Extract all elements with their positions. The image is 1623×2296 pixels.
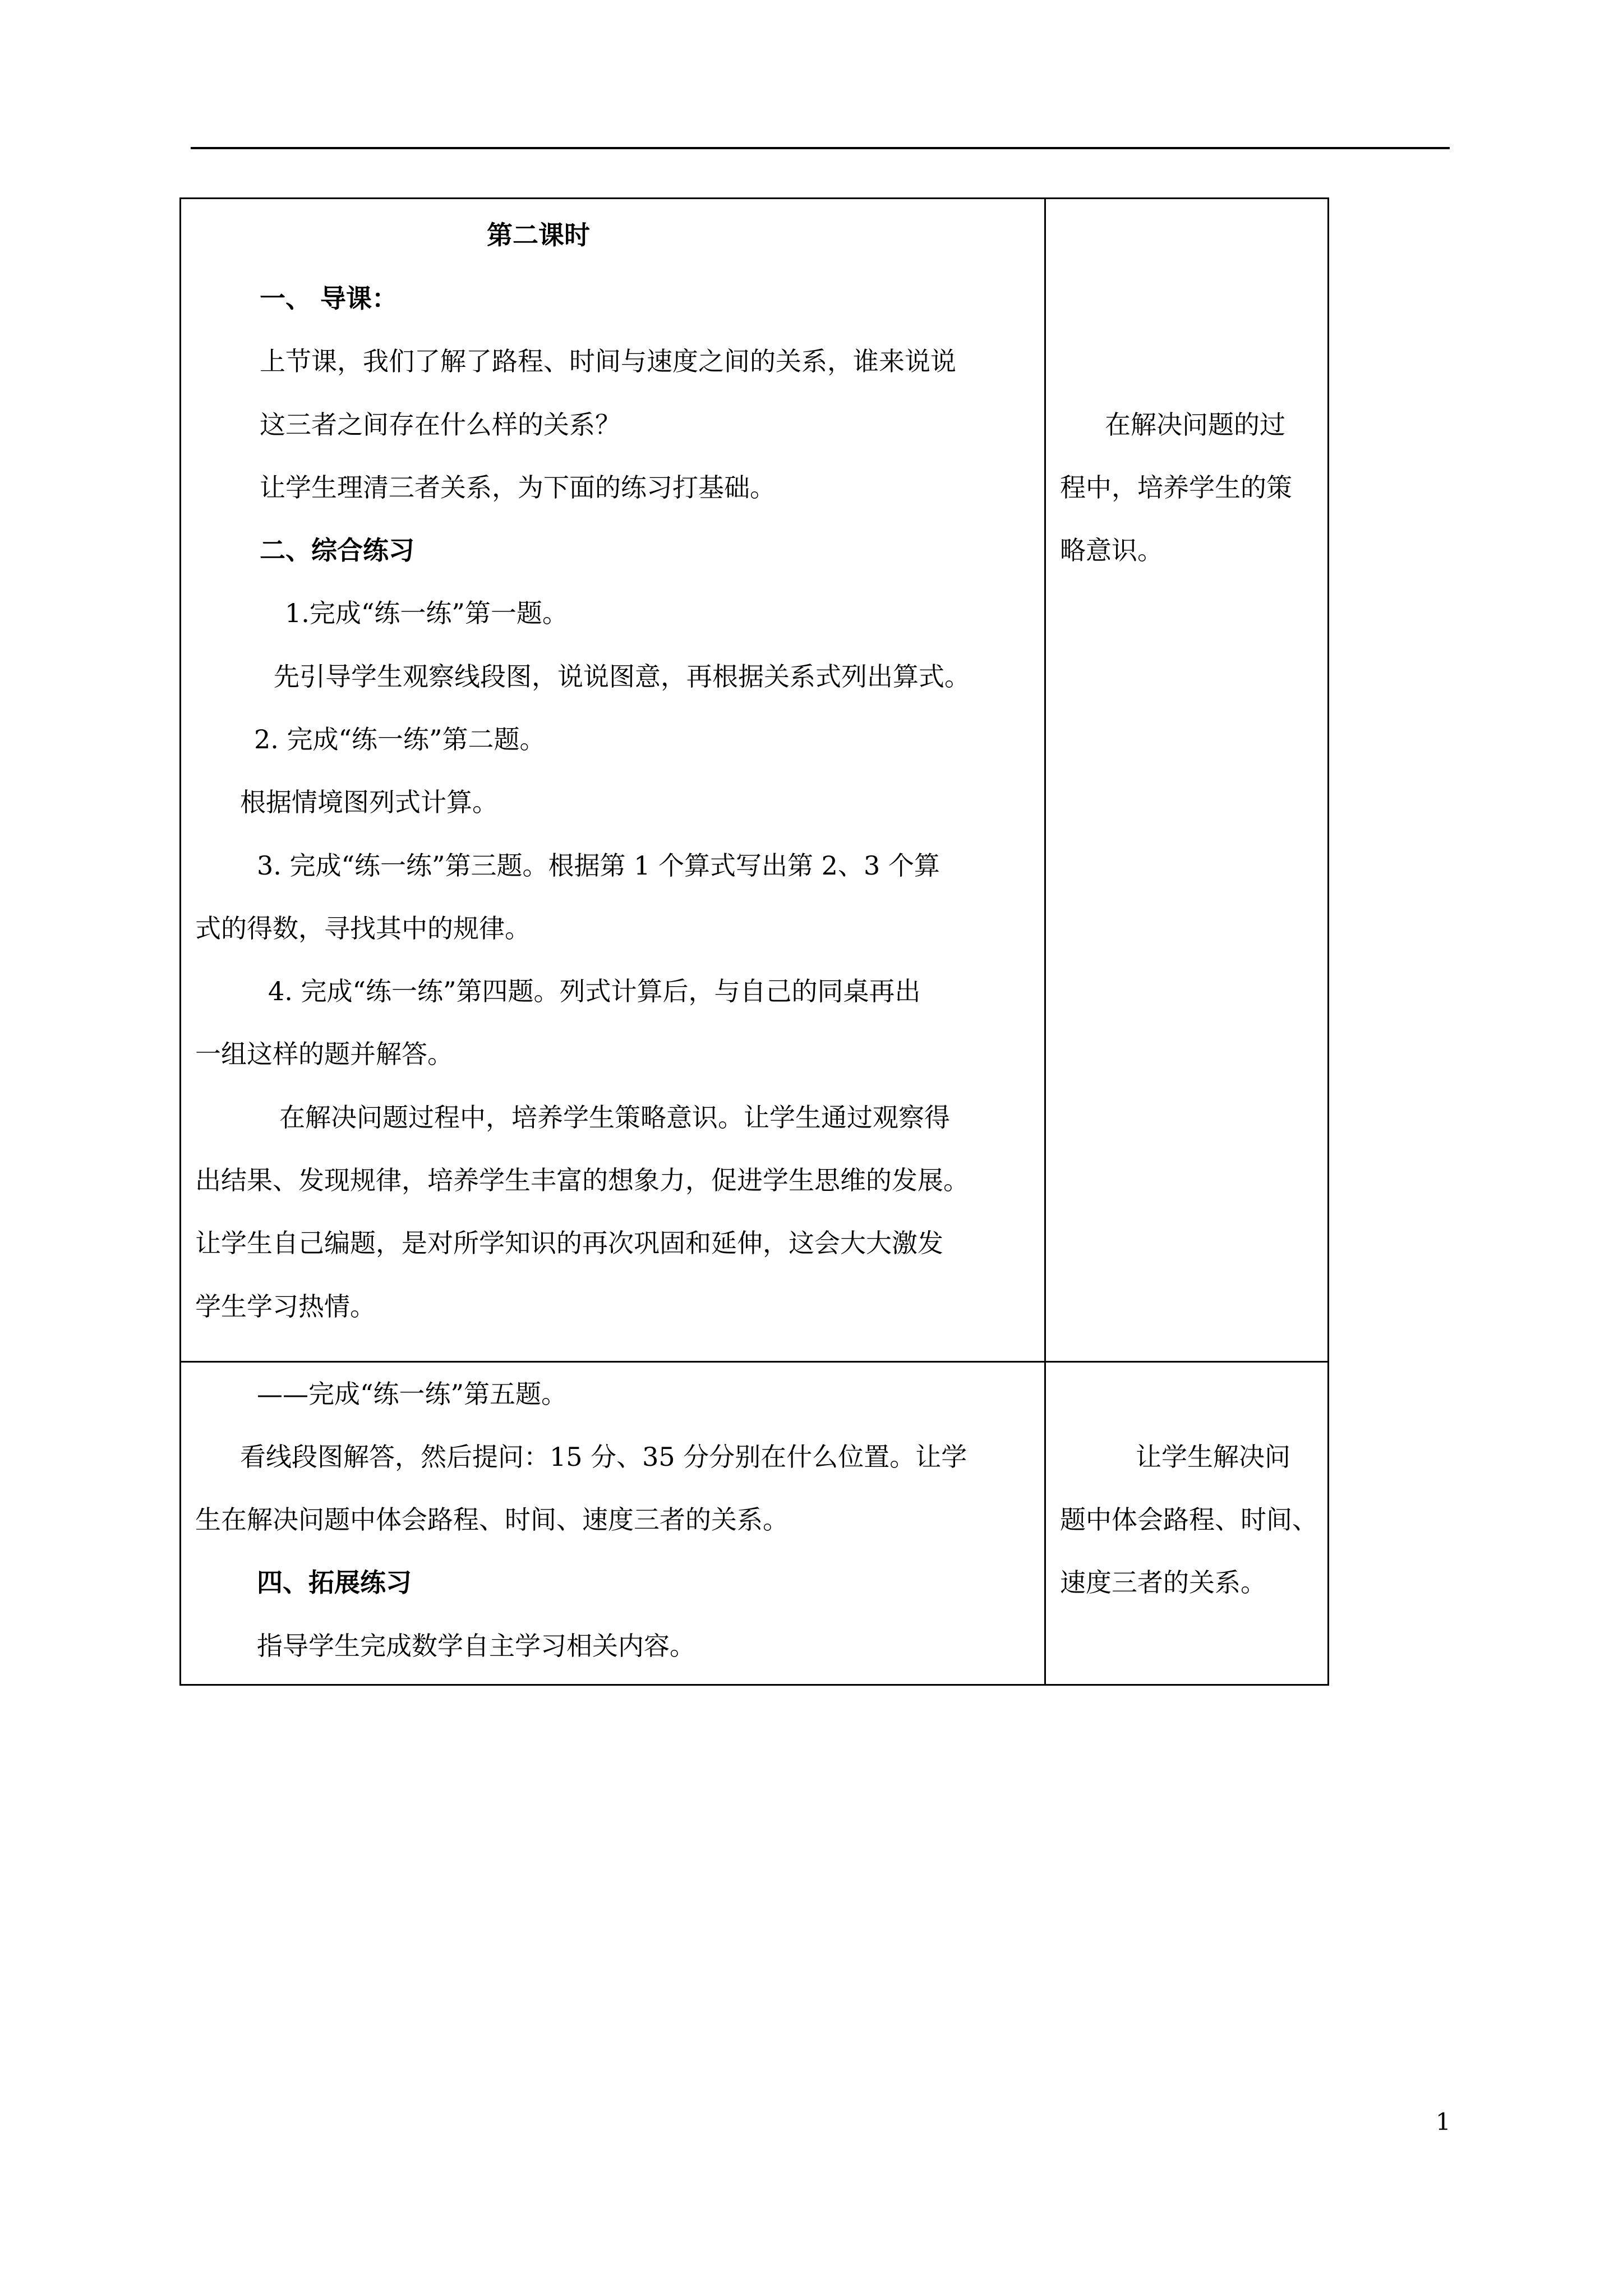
paragraph-line: 让学生自己编题，是对所学知识的再次巩固和延伸，这会大大激发 bbox=[195, 1228, 943, 1258]
note-line: 略意识。 bbox=[1060, 535, 1163, 565]
section-heading: 四、拓展练习 bbox=[257, 1567, 412, 1598]
design-intent-cell bbox=[1045, 199, 1329, 1362]
paragraph-line: ——完成“练一练”第五题。 bbox=[257, 1379, 568, 1409]
note-line: 在解决问题的过 bbox=[1105, 409, 1285, 440]
lesson-title: 第二课时 bbox=[487, 220, 590, 250]
section-heading: 一、 导课： bbox=[260, 283, 398, 314]
paragraph-line: 看线段图解答，然后提问：15 分、35 分分别在什么位置。让学 bbox=[240, 1442, 967, 1472]
header-rule bbox=[191, 147, 1450, 149]
paragraph-line: 4. 完成“练一练”第四题。列式计算后，与自己的同桌再出 bbox=[268, 976, 921, 1006]
note-line: 程中，培养学生的策 bbox=[1060, 472, 1292, 503]
paragraph-line: 指导学生完成数学自主学习相关内容。 bbox=[257, 1631, 695, 1661]
paragraph-line: 生在解决问题中体会路程、时间、速度三者的关系。 bbox=[195, 1504, 789, 1535]
page-number: 1 bbox=[1436, 2108, 1451, 2136]
section-heading: 二、综合练习 bbox=[260, 535, 414, 565]
paragraph-line: 3. 完成“练一练”第三题。根据第 1 个算式写出第 2、3 个算 bbox=[257, 850, 940, 881]
paragraph-line: 一组这样的题并解答。 bbox=[195, 1039, 453, 1069]
paragraph-line: 1.完成“练一练”第一题。 bbox=[285, 598, 568, 628]
paragraph-line: 上节课，我们了解了路程、时间与速度之间的关系，谁来说说 bbox=[260, 346, 956, 376]
paragraph-line: 这三者之间存在什么样的关系？ bbox=[260, 409, 621, 440]
note-line: 让学生解决问 bbox=[1136, 1442, 1290, 1472]
paragraph-line: 学生学习热情。 bbox=[195, 1291, 376, 1322]
paragraph-line: 2. 完成“练一练”第二题。 bbox=[254, 724, 546, 754]
note-line: 速度三者的关系。 bbox=[1060, 1567, 1266, 1598]
table-row bbox=[181, 199, 1329, 1362]
lesson-plan-table bbox=[179, 197, 1329, 1686]
design-intent-cell bbox=[1045, 1362, 1329, 1685]
table-row bbox=[181, 1362, 1329, 1685]
teaching-process-cell bbox=[181, 1362, 1045, 1685]
paragraph-line: 先引导学生观察线段图，说说图意，再根据关系式列出算式。 bbox=[274, 661, 970, 692]
paragraph-line: 出结果、发现规律，培养学生丰富的想象力，促进学生思维的发展。 bbox=[195, 1165, 969, 1195]
paragraph-line: 根据情境图列式计算。 bbox=[240, 787, 498, 817]
paragraph-line: 让学生理清三者关系，为下面的练习打基础。 bbox=[260, 472, 776, 503]
paragraph-line: 式的得数，寻找其中的规律。 bbox=[195, 913, 531, 944]
teaching-process-cell bbox=[181, 199, 1045, 1362]
paragraph-line: 在解决问题过程中，培养学生策略意识。让学生通过观察得 bbox=[279, 1102, 950, 1133]
note-line: 题中体会路程、时间、 bbox=[1060, 1504, 1318, 1535]
